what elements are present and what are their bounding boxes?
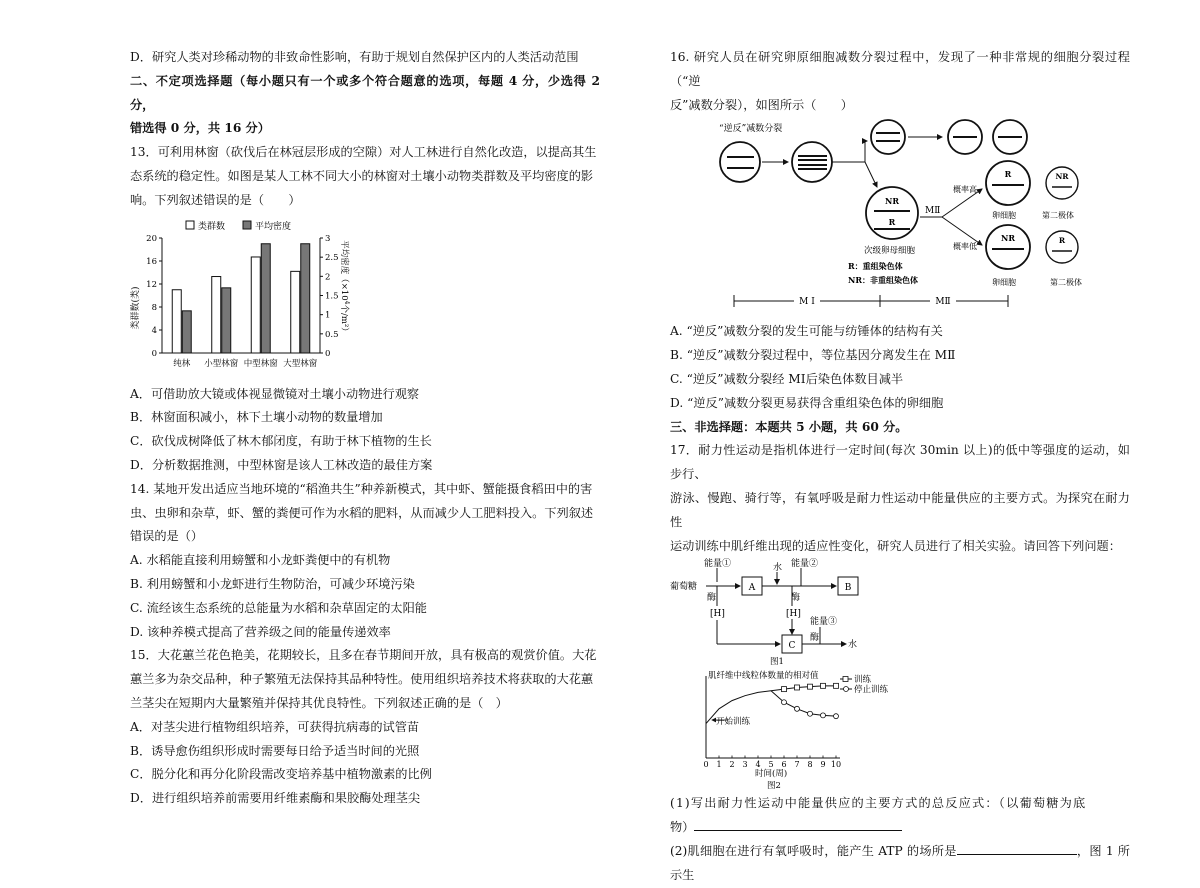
x-tick-label: 10: [830, 760, 842, 770]
question-13-option-a: A．可借助放大镜或体视显微镜对土壤小动物进行观察: [130, 386, 420, 401]
section-2-heading-cont: 错选得 0 分，共 16 分）: [130, 121, 270, 136]
x-axis-label: 时间(周): [755, 769, 788, 780]
intermediate-cell: [871, 120, 905, 154]
bar-density: [301, 243, 310, 352]
bar-density: [261, 243, 270, 352]
bar-group-count: [212, 276, 221, 352]
question-14-line: 14. 某地开发出适应当地环境的“稻渔共生”种养新模式，其中虾、蟹能摄食稻田中的害: [130, 481, 593, 496]
bar-group-count: [172, 289, 181, 352]
start-training-label: 开始训练: [716, 717, 751, 728]
nr-label: NR: [885, 196, 899, 207]
question-17-2-text: (2)肌细胞在进行有氧呼吸时，能产生 ATP 的场所是: [670, 843, 957, 858]
bar-density: [182, 310, 191, 352]
question-15-line: 蕙兰多为杂交品种，种子繁殖无法保持其品种特性。使用组织培养技术将获取的大花蕙: [130, 672, 594, 687]
figure-17-svg: [670, 558, 1130, 792]
question-16-line: 16. 研究人员在研究卵原细胞减数分裂过程中，发现了一种非常规的细胞分裂过程（“逆: [670, 50, 1130, 88]
stop-point: [795, 707, 800, 712]
enzyme-label: 酶: [810, 633, 820, 644]
question-13-option-d: D．分析数据推测，中型林窗是该人工林改造的最佳方案: [130, 457, 433, 472]
phase-mi-label: M Ⅰ: [799, 297, 815, 308]
probability-high-label: 概率高: [953, 185, 977, 195]
y-tick-label-left: 4: [151, 325, 157, 336]
x-tick-label: 6: [781, 760, 787, 770]
polar-body-label: 第二极体: [1042, 211, 1074, 221]
question-14-line: 错误的是（）: [130, 529, 204, 544]
x-tick-label: 2: [729, 760, 735, 770]
x-tick-label: 4: [755, 760, 761, 770]
train-point: [795, 685, 800, 690]
train-point: [834, 684, 839, 689]
secondary-oocyte-cell: [866, 187, 918, 239]
y-tick-label-right: 1.5: [325, 291, 339, 302]
x-tick-label: 7: [794, 760, 800, 770]
enzyme-label: 酶: [791, 593, 801, 604]
legend-marker-train: [843, 677, 848, 682]
legend-count-label: 类群数: [198, 221, 226, 232]
legend-swatch-density: [243, 221, 251, 229]
h-label: [H]: [710, 609, 725, 620]
r-note: R：重组染色体: [848, 261, 903, 272]
question-17-1-line: (1)写出耐力性运动中能量供应的主要方式的总反应式：（以葡萄糖为底: [670, 796, 1087, 811]
x-tick-label: 1: [716, 760, 722, 770]
r-label: R: [1058, 236, 1066, 246]
x-tick-label: 9: [820, 760, 826, 770]
stop-point: [821, 713, 826, 718]
question-14-option-a: A. 水稻能直接利用螃蟹和小龙虾粪便中的有机物: [130, 553, 391, 568]
question-17-1-line-2: [670, 816, 1130, 840]
question-16-option-a: A. “逆反”减数分裂的发生可能与纺锤体的结构有关: [670, 324, 943, 339]
question-17-line: 运动训练中肌纤维出现的适应性变化，研究人员进行了相关实验。请回答下列问题：: [670, 538, 1121, 553]
question-17-line: 17．耐力性运动是指机体进行一定时间(每次 30min 以上)的低中等强度的运动，如步行、: [670, 443, 1130, 482]
x-category-label: 中型林窗: [243, 358, 278, 369]
x-tick-label: 3: [742, 760, 748, 770]
y-tick-label-left: 0: [151, 348, 157, 359]
question-13-line: 13．可利用林窗（砍伐后在林冠层形成的空隙）对人工林进行自然化改造，以提高其生: [130, 145, 597, 160]
train-point: [782, 687, 787, 692]
question-15-option-c: C．脱分化和再分化阶段需改变培养基中植物激素的比例: [130, 767, 432, 782]
y-tick-label-left: 12: [146, 279, 157, 290]
answer-blank-1[interactable]: [694, 816, 902, 831]
phase-mii-label: MⅡ: [935, 297, 951, 308]
arrow: [942, 217, 982, 245]
y-tick-label-left: 16: [146, 256, 157, 267]
r-label: R: [888, 217, 896, 228]
legend-density-label: 平均密度: [255, 221, 292, 232]
question-13-option-b: B．林窗面积减小，林下土壤小动物的数量增加: [130, 410, 383, 425]
y-axis-right-label: 平均密度（$\times 10^4$个/m²）: [339, 239, 350, 336]
question-13-line: 响。下列叙述错误的是（ ）: [130, 192, 301, 207]
h-label: [H]: [786, 609, 801, 620]
legend-stop-label: 停止训练: [854, 685, 889, 696]
question-17-1-text: 物）: [670, 820, 695, 835]
energy-3-label: 能量③: [810, 617, 838, 628]
y-tick-label-left: 20: [146, 233, 157, 244]
x-tick-label: 0: [703, 760, 709, 770]
chart-title: 肌纤维中线粒体数量的相对值: [708, 671, 819, 682]
arrow: [865, 162, 877, 187]
box-a-label: A: [748, 583, 756, 594]
figure-13-bar-chart: [130, 213, 600, 383]
bar-chart-svg: [130, 213, 350, 383]
x-category-label: 纯林: [173, 358, 191, 369]
polar-body-label: 第二极体: [1050, 278, 1082, 288]
stop-point: [782, 700, 787, 705]
secondary-oocyte-label: 次级卵母细胞: [864, 246, 916, 257]
y-axis-left-label: 类群数(类): [131, 286, 141, 330]
bar-density: [222, 287, 231, 352]
mii-label: MⅡ: [925, 206, 941, 217]
question-16-option-b: B. “逆反”减数分裂过程中，等位基因分离发生在 MⅡ: [670, 348, 956, 363]
r-label: R: [1004, 169, 1012, 180]
y-tick-label-right: 3: [325, 233, 331, 244]
legend-train-label: 训练: [854, 675, 872, 686]
egg-cell-r: [986, 161, 1030, 205]
oogonium-cell: [720, 142, 760, 182]
question-14-line: 虫、虫卵和杂草，虾、蟹的粪便可作为水稻的肥料，从而减少人工肥料投入。下列叙述: [130, 505, 594, 520]
question-16-option-d: D. “逆反”减数分裂更易获得含重组染色体的卵细胞: [670, 395, 944, 410]
x-category-label: 大型林窗: [283, 358, 318, 369]
meiosis-diagram-svg: [670, 117, 1130, 320]
egg-cell-label: 卵细胞: [992, 211, 1016, 221]
water-label: 水: [848, 640, 858, 651]
question-13-option-c: C．砍伐成树降低了林木郁闭度，有助于林下植物的生长: [130, 434, 432, 449]
x-tick-label: 8: [807, 760, 813, 770]
question-16-option-c: C. “逆反”减数分裂经 MⅠ后染色体数目减半: [670, 371, 904, 386]
question-17-line: 游泳、慢跑、骑行等，有氧呼吸是耐力性运动中能量供应的主要方式。为探究在耐力性: [670, 490, 1130, 529]
question-15-option-d: D．进行组织培养前需要用纤维素酶和果胶酶处理茎尖: [130, 791, 421, 806]
energy-1-label: 能量①: [704, 559, 732, 570]
stop-point: [808, 712, 813, 717]
question-14-option-d: D. 该种养模式提高了营养级之间的能量传递效率: [130, 624, 391, 639]
question-17-2-tail: ，图 1 所示生: [670, 843, 1130, 882]
egg-cell-nr: [986, 225, 1030, 269]
y-tick-label-right: 0: [325, 348, 331, 359]
nr-note: NR：非重组染色体: [848, 275, 918, 286]
figure-2-caption: 图2: [767, 781, 781, 792]
legend-swatch-count: [186, 221, 194, 229]
question-17-2-line: [670, 840, 1130, 888]
left-column: [130, 46, 600, 811]
question-15-option-b: B．诱导愈伤组织形成时需要每日给予适当时间的光照: [130, 743, 420, 758]
bar-group-count: [251, 257, 260, 353]
meiosis-i-cell: [792, 142, 832, 182]
water-label: 水: [773, 563, 783, 574]
figure-16-meiosis-diagram: [670, 117, 1130, 320]
train-point: [821, 684, 826, 689]
y-tick-label-right: 1: [325, 310, 331, 321]
figure-1-caption: 图1: [770, 657, 784, 668]
stop-point: [834, 714, 839, 719]
nr-label: NR: [1001, 233, 1015, 244]
energy-2-label: 能量②: [791, 559, 819, 570]
section-3-heading: 三、非选择题：本题共 5 小题，共 60 分。: [670, 419, 908, 434]
y-tick-label-left: 8: [151, 302, 157, 313]
question-14-option-c: C. 流经该生态系统的总能量为水稻和杂草固定的太阳能: [130, 600, 427, 615]
question-13-line: 态系统的稳定性。如图是某人工林不同大小的林窗对土壤小动物类群数及平均密度的影: [130, 168, 594, 183]
box-c-label: C: [788, 641, 796, 652]
question-14-option-b: B. 利用螃蟹和小龙虾进行生物防治，可减少环境污染: [130, 576, 415, 591]
train-point: [808, 685, 813, 690]
answer-blank-2[interactable]: [957, 840, 1077, 855]
probability-low-label: 概率低: [953, 242, 977, 252]
right-column: [670, 46, 1130, 888]
section-2-heading: 二、不定项选择题（每小题只有一个或多个符合题意的选项，每题 4 分，少选得 2 分，: [130, 73, 600, 112]
y-tick-label-right: 0.5: [325, 329, 339, 340]
question-15-line: 15．大花蕙兰花色艳美，花期较长，且多在春节期间开放，具有极高的观赏价值。大花: [130, 648, 597, 663]
egg-cell-label: 卵细胞: [992, 278, 1016, 288]
reverse-meiosis-label: “逆反”减数分裂: [719, 124, 783, 135]
y-tick-label-right: 2: [325, 271, 331, 282]
x-tick-label: 5: [768, 760, 774, 770]
glucose-label: 葡萄糖: [670, 582, 698, 593]
figure-17-diagrams: [670, 558, 1130, 792]
bar-group-count: [291, 271, 300, 353]
x-category-label: 小型林窗: [204, 358, 239, 369]
nr-label: NR: [1055, 172, 1069, 182]
box-b-label: B: [844, 583, 852, 594]
question-16-line: 反”减数分裂），如图所示（ ）: [670, 97, 853, 112]
question-12-option-d: D．研究人类对珍稀动物的非致命性影响，有助于规划自然保护区内的人类活动范围: [130, 50, 579, 64]
question-15-option-a: A．对茎尖进行植物组织培养，可获得抗病毒的试管苗: [130, 719, 420, 734]
enzyme-label: 酶: [707, 593, 717, 604]
y-tick-label-right: 2.5: [325, 252, 339, 263]
stop-training-line: [771, 691, 836, 716]
question-15-line: 兰茎尖在短期内大量繁殖并保持其优良特性。下列叙述正确的是（ ）: [130, 695, 508, 710]
legend-marker-stop: [844, 687, 849, 692]
